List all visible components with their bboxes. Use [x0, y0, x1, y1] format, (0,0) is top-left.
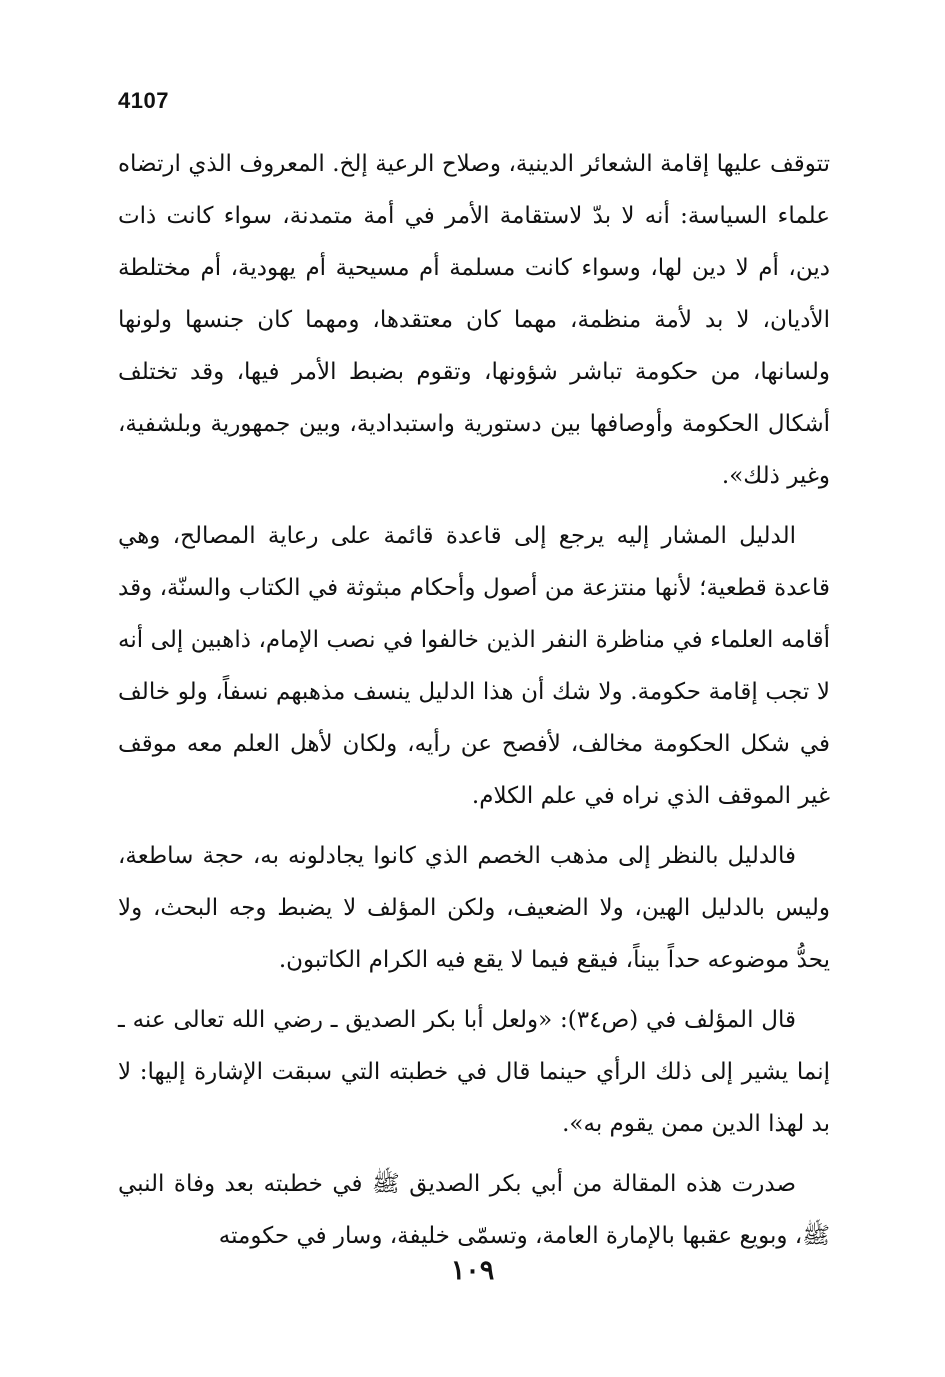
- page-number: ١٠٩: [450, 1255, 495, 1286]
- paragraph-5: صدرت هذه المقالة من أبي بكر الصديق ﷺ في خطبته بعد وفاة النبي ﷺ، وبويع عقبها بالإمارة العامة، وتسمّى خليفة، وسار في حكومته: [118, 1171, 830, 1249]
- paragraph-2: الدليل المشار إليه يرجع إلى قاعدة قائمة على رعاية المصالح، وهي قاعدة قطعية؛ لأنها منتزعة من أصول وأحكام مبثوثة في الكتاب والسنّة، وقد أقامه العلماء في مناظرة النفر الذين خالفوا في نصب الإمام، ذاهبين إلى أنه لا تجب إقامة حكومة. ولا شك أن هذا الدليل ينسف مذهبهم نسفاً، ولو خالف في شكل الحكومة مخالف، لأفصح عن رأيه، ولكان لأهل العلم معه موقف غير الموقف الذي نراه في علم الكلام.: [118, 523, 830, 809]
- page-body: [118, 138, 830, 1270]
- paragraph-1: تتوقف عليها إقامة الشعائر الدينية، وصلاح الرعية إلخ. المعروف الذي ارتضاه علماء السياسة: أنه لا بدّ لاستقامة الأمر في أمة متمدنة، سواء كانت ذات دين، أم لا دين لها، وسواء كانت مسلمة أم مسيحية أم يهودية، أم مختلطة الأديان، لا بد لأمة منظمة، مهما كان معتقدها، ومهما كان جنسها ولونها ولسانها، من حكومة تباشر شؤونها، وتقوم بضبط الأمر فيها، وقد تختلف أشكال الحكومة وأوصافها بين دستورية واستبدادية، وبين جمهورية وبلشفية، وغير ذلك».: [118, 151, 830, 489]
- paragraph-3: فالدليل بالنظر إلى مذهب الخصم الذي كانوا يجادلونه به، حجة ساطعة، وليس بالدليل الهين، ولا الضعيف، ولكن المؤلف لا يضبط وجه البحث، ولا يحدُّ موضوعه حداً بيناً، فيقع فيما لا يقع فيه الكرام الكاتبون.: [118, 843, 830, 973]
- paragraph-4: قال المؤلف في (ص٣٤): «ولعل أبا بكر الصديق ـ رضي الله تعالى عنه ـ إنما يشير إلى ذلك الرأي حينما قال في خطبته التي سبقت الإشارة إليها: لا بد لهذا الدين ممن يقوم به».: [118, 1007, 830, 1137]
- folio-number: 4107: [118, 88, 169, 113]
